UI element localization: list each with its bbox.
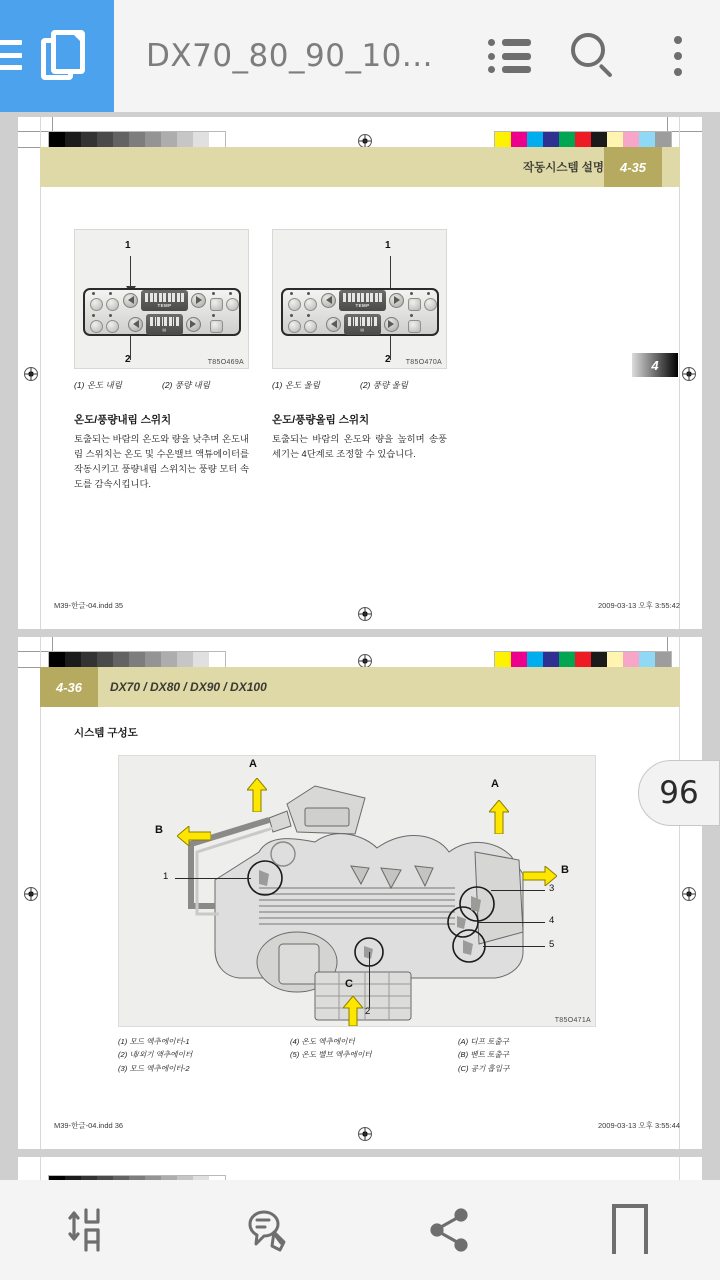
arrow-A-top [247,778,267,817]
page-edge [40,637,41,1149]
figure-code: T85O469A [207,359,244,366]
callout-number-top: 1 [125,240,131,251]
marker-2: 2 [365,1006,371,1017]
legend-column-1 [118,1035,192,1075]
fit-page-button[interactable] [0,1180,180,1280]
marker-B-right: B [561,864,569,876]
legend-column-3 [458,1035,509,1075]
legend-item: (A) 디프 토출구 [458,1037,510,1046]
figure-1 [74,229,249,369]
marker-3: 3 [549,883,555,894]
marker-1: 1 [163,871,169,882]
more-options-icon [674,36,682,76]
callout-leader [130,256,131,289]
search-button[interactable] [552,0,636,112]
temp-display: TEMP [141,290,188,311]
more-options-button[interactable] [636,0,720,112]
figure-2 [272,229,447,369]
callout-leader [390,256,391,289]
fan-down-button [128,317,143,332]
documents-icon [41,30,87,82]
leader-1 [175,878,251,879]
legend-item: (1) 모드 액추에이터-1 [118,1037,190,1046]
footer-file: M39-한글-04.indd 35 [54,601,124,610]
comment-button[interactable] [180,1180,360,1280]
search-icon [571,33,617,79]
legend-item: (3) 모드 액추에이터-2 [118,1063,190,1073]
section-body-1: 토출되는 바람의 온도와 량을 낮추며 온도내림 스위치는 온도 및 수온밸브 액튜에이터를 작동시키고 풍량내림 스위치는 풍량 모터 속도를 감속시킵니다. [74,434,249,490]
climate-control-panel [281,288,439,336]
toolbar-actions [468,0,720,112]
registration-mark [682,887,696,901]
document-viewport[interactable] [0,112,720,1180]
section-heading-system: 시스템 구성도 [74,727,138,739]
document-page-2[interactable] [18,637,702,1149]
marker-A-top: A [249,758,257,770]
temp-display: TEMP [339,290,386,311]
bookmark-button[interactable] [540,1180,720,1280]
section-body-2: 토출되는 바람의 온도와 량을 높히며 송풍 세기는 4단계로 조정할 수 있습니다. [272,434,447,460]
figure-caption-1-left: (1) 온도 내림 [74,380,122,390]
marker-A-right: A [491,778,499,790]
page-edge [679,1157,680,1180]
section-heading-1: 온도/풍량내림 스위치 [74,414,172,426]
footer-timestamp: 2009-03-13 오후 3:55:44 [597,1121,680,1130]
fan-up-button [384,317,399,332]
bottom-toolbar [0,1180,720,1280]
page-edge [40,1157,41,1180]
figure-code: T85O470A [405,359,442,366]
legend-item: (4) 온도 액추에이터 [290,1037,355,1046]
page-edge [679,637,680,1149]
page-header-band [40,667,680,707]
hamburger-icon[interactable] [0,40,22,70]
footer-file: M39-한글-04.indd 36 [54,1121,124,1130]
comment-annotate-icon [242,1204,298,1256]
document-page-3-partial[interactable] [18,1157,702,1180]
fan-down-button [326,317,341,332]
page-title: DX70_80_90_10... [146,38,433,74]
figure-caption-1-right: (2) 풍량 내림 [162,380,210,390]
marker-B-left: B [155,824,163,836]
leader-2 [369,952,370,1008]
outline-icon [488,39,532,73]
section-heading-2: 온도/풍량올림 스위치 [272,414,370,426]
callout-number-bottom: 2 [385,354,391,365]
legend-item: (2) 내/외기 액추에이터 [118,1050,193,1060]
page-header-band [40,147,680,187]
legend-item: (5) 온도 밸브 액추에이터 [290,1050,372,1060]
registration-mark [24,887,38,901]
legend-item: (B) 벤트 토출구 [458,1050,510,1060]
figure-caption-2-right: (2) 풍량 올림 [360,380,408,390]
registration-mark [358,134,372,148]
top-toolbar [0,0,720,112]
documents-button[interactable] [0,0,114,112]
page-edge [40,117,41,629]
figure-code: T85O471A [554,1017,591,1024]
share-button[interactable] [360,1180,540,1280]
legend-item: (C) 공기 흡입구 [458,1063,510,1073]
page-edge [679,117,680,629]
arrow-C-bottom [343,996,363,1031]
legend-column-2 [290,1035,372,1062]
page-number-badge: 4-35 [604,147,662,187]
registration-mark [358,654,372,668]
arrow-A-right [489,800,509,839]
hvac-unit-illustration [119,756,597,1028]
page-number-badge: 4-36 [40,667,98,707]
page-header-label: DX70 / DX80 / DX90 / DX100 [110,680,267,694]
fan-display: ▤ [146,314,183,335]
bookmark-icon [612,1204,648,1256]
footer-timestamp: 2009-03-13 오후 3:55:42 [597,601,680,610]
temp-down-button [321,293,336,308]
marker-C-bottom: C [345,978,353,990]
registration-mark [682,367,696,381]
system-diagram [118,755,596,1027]
outline-button[interactable] [468,0,552,112]
arrow-B-left [177,826,211,851]
climate-control-panel [83,288,241,336]
document-page-1[interactable] [18,117,702,629]
registration-mark [24,367,38,381]
chapter-tab: 4 [632,353,678,377]
temp-up-button [389,293,404,308]
figure-caption-2-left: (1) 온도 올림 [272,380,320,390]
fit-page-icon [62,1204,118,1256]
fan-up-button [186,317,201,332]
temp-up-button [191,293,206,308]
marker-5: 5 [549,939,555,950]
leader-5 [483,946,545,947]
page-indicator-badge[interactable]: 96 [638,760,720,826]
fan-display: ▤ [344,314,381,335]
page-footer [18,1120,702,1134]
leader-4 [477,922,545,923]
marker-4: 4 [549,915,555,926]
share-icon [426,1205,474,1255]
callout-number-bottom: 2 [125,354,131,365]
callout-number-top: 1 [385,240,391,251]
leader-3 [491,890,545,891]
temp-down-button [123,293,138,308]
page-footer [18,600,702,614]
page-header-label: 작동시스템 설명 [523,162,604,174]
